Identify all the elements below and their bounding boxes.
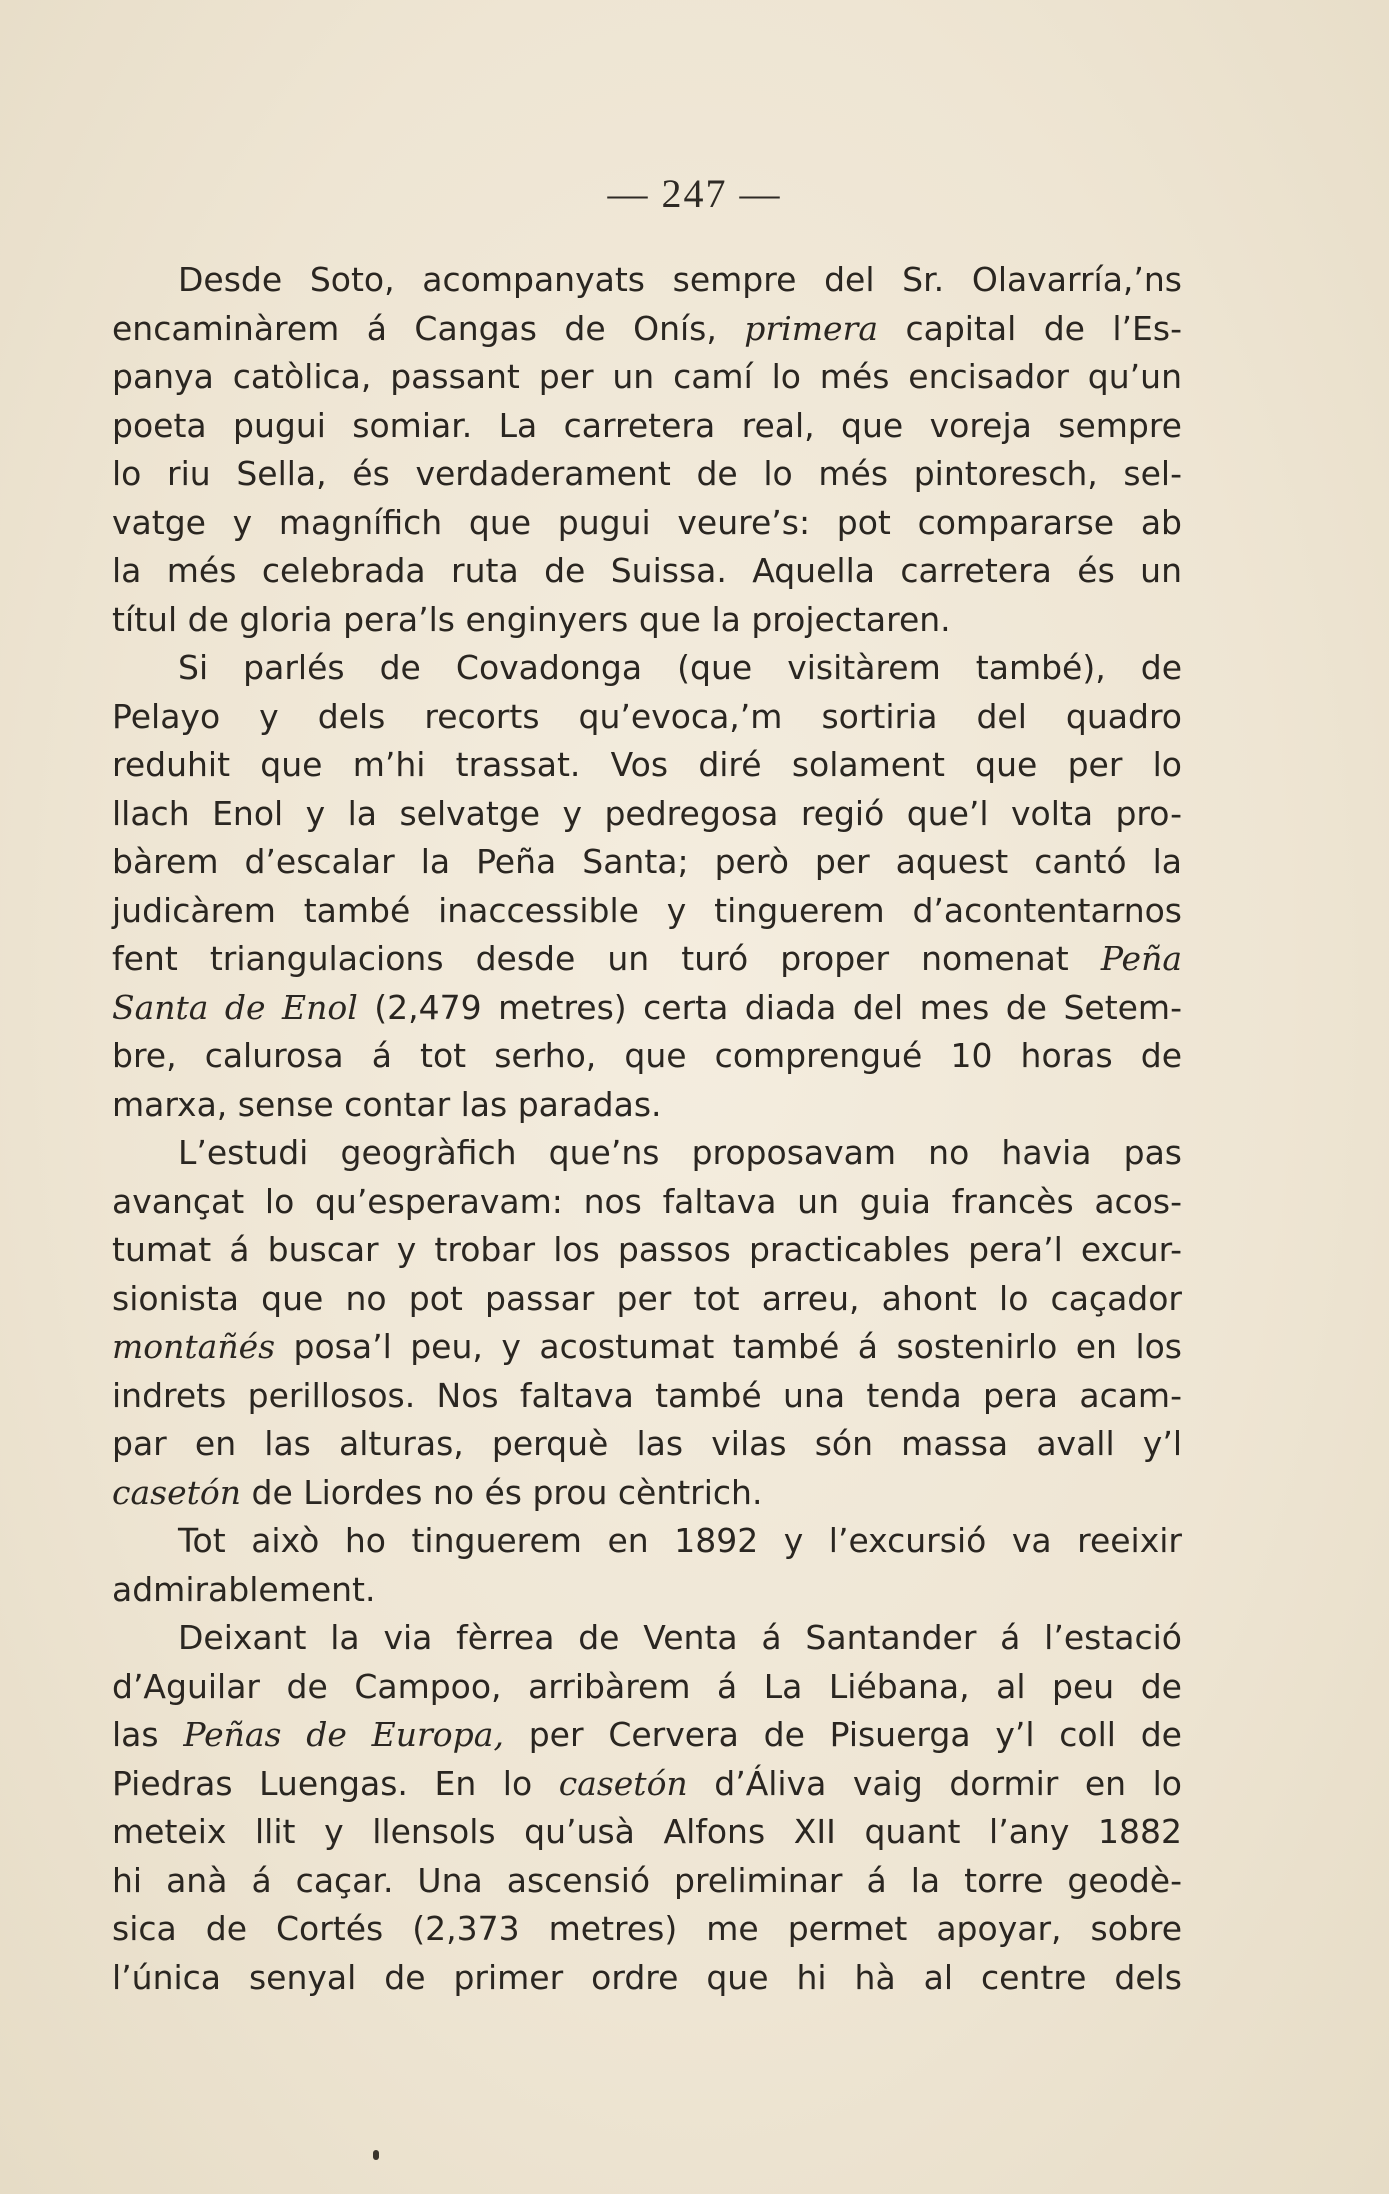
line-text: lo riu Sella, és verdaderament de lo més pintoresch, sel- — [112, 454, 1182, 493]
line-text: Si parlés de Covadonga (que visitàrem també), de — [178, 648, 1182, 687]
text-line — [112, 1614, 1182, 1663]
line-text: la més celebrada ruta de Suissa. Aquella carretera és un — [112, 551, 1182, 590]
line-text: capital de l’Es- — [878, 308, 1183, 348]
text-line — [112, 547, 1182, 596]
line-text: per Cervera de Pisuerga y’l coll de — [503, 1715, 1182, 1754]
text-line — [112, 887, 1182, 936]
text-line — [112, 1081, 1182, 1130]
text-line — [112, 1760, 1182, 1809]
text-line — [112, 1566, 1182, 1615]
line-text: L’estudi geogràfich que’ns proposavam no havia pas — [178, 1133, 1182, 1172]
italic-text: casetón — [112, 1472, 242, 1512]
text-line — [112, 1517, 1182, 1566]
ink-speck — [373, 2150, 379, 2160]
line-text: indrets perillosos. Nos faltava també una tenda pera acam- — [112, 1375, 1182, 1415]
line-text: Piedras Luengas. En lo — [112, 1763, 559, 1803]
line-text: poeta pugui somiar. La carretera real, que voreja sempre — [112, 405, 1182, 445]
text-line — [112, 1372, 1182, 1421]
line-text: llach Enol y la selvatge y pedregosa regió que’l volta pro- — [112, 793, 1182, 833]
line-text: encaminàrem á Cangas de Onís, — [112, 308, 745, 348]
line-text: marxa, sense contar las paradas. — [112, 1084, 662, 1124]
text-line — [112, 935, 1182, 984]
line-text: las — [112, 1715, 184, 1754]
line-text: hi anà á caçar. Una ascensió preliminar á la torre geodè- — [112, 1860, 1182, 1900]
text-line — [112, 596, 1182, 645]
text-line — [112, 1420, 1182, 1469]
line-text: judicàrem també inaccessible y tinguerem d’acontentarnos — [112, 890, 1182, 930]
text-line — [112, 1808, 1182, 1857]
text-line — [112, 1663, 1182, 1712]
text-line — [112, 402, 1182, 451]
line-text: sica de Cortés (2,373 metres) me permet apoyar, sobre — [112, 1909, 1182, 1948]
line-text: títul de gloria pera’ls enginyers que la projectaren. — [112, 599, 951, 639]
line-text: Desde Soto, acompanyats sempre del Sr. Olavarría,’ns — [178, 260, 1182, 299]
text-line — [112, 353, 1182, 402]
line-text: de Liordes no és prou cèntrich. — [241, 1472, 763, 1512]
line-text: d’Aguilar de Campoo, arribàrem á La Liébana, al peu de — [112, 1666, 1182, 1706]
text-line — [112, 1905, 1182, 1954]
line-text: posa’l peu, y acostumat també á sostenirlo en los — [275, 1327, 1182, 1366]
text-line — [112, 790, 1182, 839]
text-line — [112, 693, 1182, 742]
line-text: par en las alturas, perquè las vilas són massa avall y’l — [112, 1424, 1182, 1463]
text-line — [112, 1857, 1182, 1906]
line-text: meteix llit y llensols qu’usà Alfons XII quant l’any 1882 — [112, 1812, 1182, 1851]
line-text: admirablement. — [112, 1569, 376, 1609]
italic-text: primera — [744, 308, 879, 348]
text-line — [112, 1469, 1182, 1518]
page-number: — 247 — — [607, 171, 782, 216]
italic-text: Santa de Enol — [112, 987, 358, 1027]
italic-text: Peña — [1100, 939, 1182, 978]
text-line — [112, 305, 1182, 354]
line-text: d’Áliva vaig dormir en lo — [687, 1763, 1182, 1803]
text-line — [112, 1178, 1182, 1227]
line-text: tumat á buscar y trobar los passos practicables pera’l excur- — [112, 1230, 1182, 1269]
line-text: Deixant la via fèrrea de Venta á Santander á l’estació — [178, 1618, 1182, 1657]
italic-text: montañés — [112, 1327, 276, 1366]
text-line — [112, 984, 1182, 1033]
text-line — [112, 256, 1182, 305]
text-line — [112, 741, 1182, 790]
text-line — [112, 1129, 1182, 1178]
italic-text: casetón — [558, 1763, 688, 1803]
text-line — [112, 499, 1182, 548]
line-text: fent triangulacions desde un turó proper nomenat — [112, 939, 1101, 978]
text-line — [112, 1323, 1182, 1372]
text-line — [112, 1954, 1182, 2003]
line-text: l’única senyal de primer ordre que hi hà al centre dels — [112, 1957, 1182, 1997]
text-line — [112, 1711, 1182, 1760]
body-text — [112, 256, 1182, 2002]
line-text: Pelayo y dels recorts qu’evoca,’m sortiria del quadro — [112, 696, 1182, 736]
italic-text: Peñas de Europa, — [183, 1715, 504, 1754]
line-text: vatge y magnífich que pugui veure’s: pot compararse ab — [112, 502, 1182, 542]
line-text: reduhit que m’hi trassat. Vos diré solament que per lo — [112, 745, 1182, 784]
line-text: bàrem d’escalar la Peña Santa; però per aquest cantó la — [112, 842, 1182, 881]
text-line — [112, 1275, 1182, 1324]
line-text: panya catòlica, passant per un camí lo més encisador qu’un — [112, 357, 1182, 396]
line-text: Tot això ho tinguerem en 1892 y l’excursió va reeixir — [178, 1521, 1182, 1560]
line-text: sionista que no pot passar per tot arreu, ahont lo caçador — [112, 1278, 1182, 1318]
text-line — [112, 644, 1182, 693]
text-line — [112, 1032, 1182, 1081]
line-text: avançat lo qu’esperavam: nos faltava un guia francès acos- — [112, 1181, 1182, 1221]
text-line — [112, 450, 1182, 499]
text-line — [112, 1226, 1182, 1275]
line-text: (2,479 metres) certa diada del mes de Setem- — [357, 987, 1182, 1027]
text-line — [112, 838, 1182, 887]
line-text: bre, calurosa á tot serho, que comprengué 10 horas de — [112, 1036, 1182, 1075]
